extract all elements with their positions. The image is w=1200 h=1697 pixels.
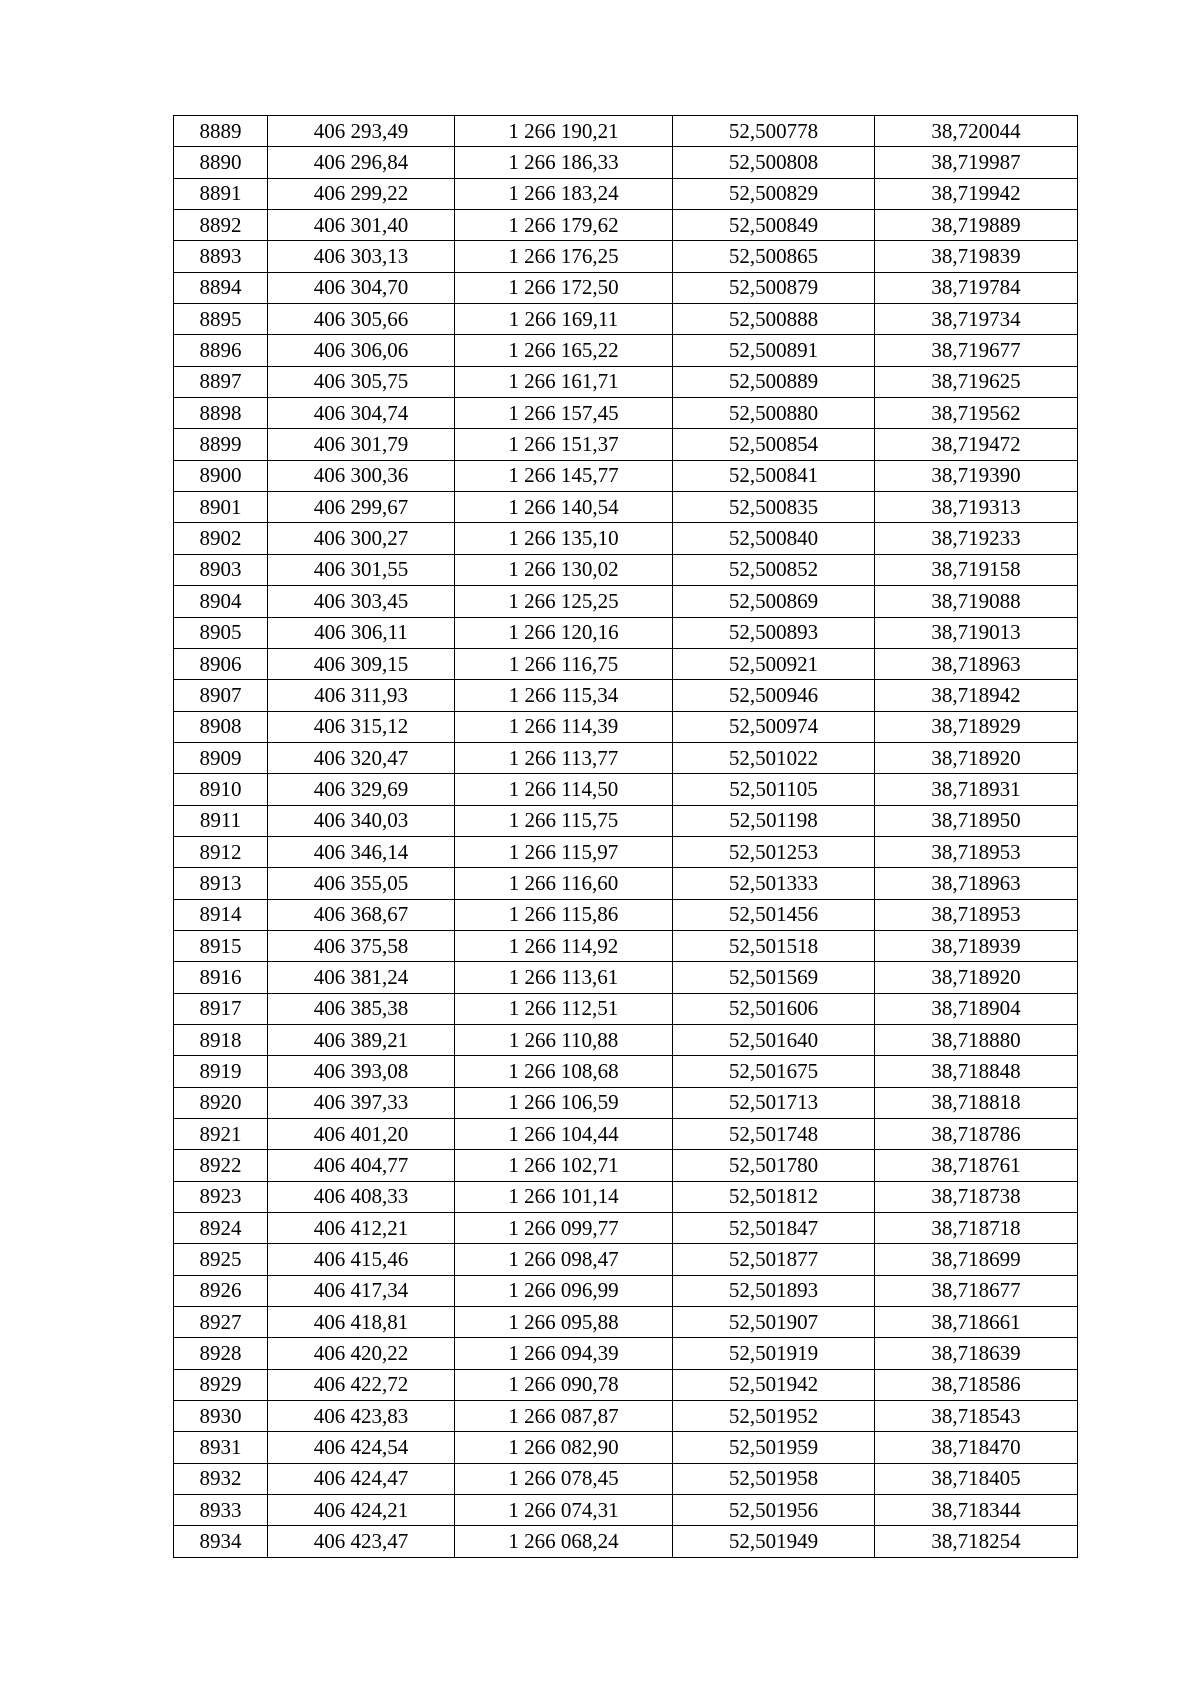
point-number-cell: 8934 — [174, 1526, 268, 1557]
x-coordinate-cell: 406 309,15 — [268, 648, 455, 679]
latitude-cell: 52,501949 — [673, 1526, 875, 1557]
longitude-cell: 38,719390 — [875, 460, 1078, 491]
longitude-cell: 38,718939 — [875, 930, 1078, 961]
latitude-cell: 52,500854 — [673, 429, 875, 460]
point-number-cell: 8915 — [174, 930, 268, 961]
x-coordinate-cell: 406 424,21 — [268, 1495, 455, 1526]
y-coordinate-cell: 1 266 099,77 — [455, 1213, 673, 1244]
x-coordinate-cell: 406 305,66 — [268, 304, 455, 335]
latitude-cell: 52,500974 — [673, 711, 875, 742]
point-number-cell: 8928 — [174, 1338, 268, 1369]
point-number-cell: 8929 — [174, 1369, 268, 1400]
table-row — [174, 1213, 1078, 1244]
point-number-cell: 8933 — [174, 1495, 268, 1526]
x-coordinate-cell: 406 355,05 — [268, 868, 455, 899]
y-coordinate-cell: 1 266 113,77 — [455, 742, 673, 773]
point-number-cell: 8918 — [174, 1024, 268, 1055]
x-coordinate-cell: 406 423,47 — [268, 1526, 455, 1557]
x-coordinate-cell: 406 393,08 — [268, 1056, 455, 1087]
y-coordinate-cell: 1 266 157,45 — [455, 398, 673, 429]
table-row — [174, 711, 1078, 742]
x-coordinate-cell: 406 375,58 — [268, 930, 455, 961]
longitude-cell: 38,719233 — [875, 523, 1078, 554]
y-coordinate-cell: 1 266 116,60 — [455, 868, 673, 899]
y-coordinate-cell: 1 266 114,92 — [455, 930, 673, 961]
x-coordinate-cell: 406 422,72 — [268, 1369, 455, 1400]
table-row — [174, 1024, 1078, 1055]
longitude-cell: 38,718920 — [875, 962, 1078, 993]
point-number-cell: 8908 — [174, 711, 268, 742]
table-row — [174, 272, 1078, 303]
longitude-cell: 38,719625 — [875, 366, 1078, 397]
x-coordinate-cell: 406 329,69 — [268, 774, 455, 805]
point-number-cell: 8909 — [174, 742, 268, 773]
table-row — [174, 899, 1078, 930]
point-number-cell: 8907 — [174, 680, 268, 711]
point-number-cell: 8911 — [174, 805, 268, 836]
point-number-cell: 8924 — [174, 1213, 268, 1244]
longitude-cell: 38,718254 — [875, 1526, 1078, 1557]
x-coordinate-cell: 406 340,03 — [268, 805, 455, 836]
table-row — [174, 993, 1078, 1024]
longitude-cell: 38,718344 — [875, 1495, 1078, 1526]
latitude-cell: 52,501606 — [673, 993, 875, 1024]
point-number-cell: 8920 — [174, 1087, 268, 1118]
y-coordinate-cell: 1 266 068,24 — [455, 1526, 673, 1557]
y-coordinate-cell: 1 266 114,39 — [455, 711, 673, 742]
longitude-cell: 38,718405 — [875, 1463, 1078, 1494]
y-coordinate-cell: 1 266 102,71 — [455, 1150, 673, 1181]
table-row — [174, 742, 1078, 773]
x-coordinate-cell: 406 417,34 — [268, 1275, 455, 1306]
longitude-cell: 38,719987 — [875, 147, 1078, 178]
x-coordinate-cell: 406 306,11 — [268, 617, 455, 648]
x-coordinate-cell: 406 299,22 — [268, 178, 455, 209]
latitude-cell: 52,501919 — [673, 1338, 875, 1369]
x-coordinate-cell: 406 299,67 — [268, 492, 455, 523]
x-coordinate-cell: 406 301,79 — [268, 429, 455, 460]
longitude-cell: 38,719158 — [875, 554, 1078, 585]
x-coordinate-cell: 406 404,77 — [268, 1150, 455, 1181]
latitude-cell: 52,501022 — [673, 742, 875, 773]
longitude-cell: 38,718929 — [875, 711, 1078, 742]
y-coordinate-cell: 1 266 115,97 — [455, 836, 673, 867]
y-coordinate-cell: 1 266 169,11 — [455, 304, 673, 335]
point-number-cell: 8902 — [174, 523, 268, 554]
latitude-cell: 52,500840 — [673, 523, 875, 554]
table-row — [174, 586, 1078, 617]
x-coordinate-cell: 406 420,22 — [268, 1338, 455, 1369]
table-row — [174, 304, 1078, 335]
x-coordinate-cell: 406 423,83 — [268, 1401, 455, 1432]
latitude-cell: 52,501907 — [673, 1307, 875, 1338]
point-number-cell: 8919 — [174, 1056, 268, 1087]
y-coordinate-cell: 1 266 176,25 — [455, 241, 673, 272]
longitude-cell: 38,718953 — [875, 836, 1078, 867]
latitude-cell: 52,500888 — [673, 304, 875, 335]
y-coordinate-cell: 1 266 114,50 — [455, 774, 673, 805]
longitude-cell: 38,718880 — [875, 1024, 1078, 1055]
y-coordinate-cell: 1 266 190,21 — [455, 116, 673, 147]
longitude-cell: 38,718818 — [875, 1087, 1078, 1118]
table-row — [174, 178, 1078, 209]
x-coordinate-cell: 406 304,74 — [268, 398, 455, 429]
point-number-cell: 8917 — [174, 993, 268, 1024]
latitude-cell: 52,501640 — [673, 1024, 875, 1055]
y-coordinate-cell: 1 266 095,88 — [455, 1307, 673, 1338]
point-number-cell: 8912 — [174, 836, 268, 867]
table-row — [174, 1432, 1078, 1463]
table-row — [174, 1244, 1078, 1275]
y-coordinate-cell: 1 266 096,99 — [455, 1275, 673, 1306]
point-number-cell: 8895 — [174, 304, 268, 335]
latitude-cell: 52,501952 — [673, 1401, 875, 1432]
latitude-cell: 52,500778 — [673, 116, 875, 147]
x-coordinate-cell: 406 300,36 — [268, 460, 455, 491]
latitude-cell: 52,501333 — [673, 868, 875, 899]
longitude-cell: 38,718904 — [875, 993, 1078, 1024]
y-coordinate-cell: 1 266 078,45 — [455, 1463, 673, 1494]
latitude-cell: 52,500921 — [673, 648, 875, 679]
y-coordinate-cell: 1 266 172,50 — [455, 272, 673, 303]
latitude-cell: 52,501748 — [673, 1119, 875, 1150]
longitude-cell: 38,718963 — [875, 868, 1078, 899]
table-row — [174, 1275, 1078, 1306]
longitude-cell: 38,718942 — [875, 680, 1078, 711]
longitude-cell: 38,718963 — [875, 648, 1078, 679]
y-coordinate-cell: 1 266 151,37 — [455, 429, 673, 460]
x-coordinate-cell: 406 304,70 — [268, 272, 455, 303]
table-row — [174, 1495, 1078, 1526]
longitude-cell: 38,718920 — [875, 742, 1078, 773]
x-coordinate-cell: 406 306,06 — [268, 335, 455, 366]
x-coordinate-cell: 406 311,93 — [268, 680, 455, 711]
latitude-cell: 52,501105 — [673, 774, 875, 805]
point-number-cell: 8921 — [174, 1119, 268, 1150]
table-row — [174, 523, 1078, 554]
table-row — [174, 1338, 1078, 1369]
table-row — [174, 680, 1078, 711]
x-coordinate-cell: 406 346,14 — [268, 836, 455, 867]
y-coordinate-cell: 1 266 108,68 — [455, 1056, 673, 1087]
table-row — [174, 1150, 1078, 1181]
latitude-cell: 52,500865 — [673, 241, 875, 272]
longitude-cell: 38,719942 — [875, 178, 1078, 209]
table-row — [174, 1119, 1078, 1150]
table-row — [174, 1056, 1078, 1087]
table-row — [174, 1307, 1078, 1338]
table-row — [174, 1463, 1078, 1494]
point-number-cell: 8896 — [174, 335, 268, 366]
latitude-cell: 52,501942 — [673, 1369, 875, 1400]
point-number-cell: 8905 — [174, 617, 268, 648]
point-number-cell: 8916 — [174, 962, 268, 993]
y-coordinate-cell: 1 266 179,62 — [455, 210, 673, 241]
y-coordinate-cell: 1 266 104,44 — [455, 1119, 673, 1150]
longitude-cell: 38,718543 — [875, 1401, 1078, 1432]
x-coordinate-cell: 406 424,54 — [268, 1432, 455, 1463]
y-coordinate-cell: 1 266 135,10 — [455, 523, 673, 554]
latitude-cell: 52,501198 — [673, 805, 875, 836]
y-coordinate-cell: 1 266 140,54 — [455, 492, 673, 523]
table-row — [174, 617, 1078, 648]
latitude-cell: 52,500880 — [673, 398, 875, 429]
table-row — [174, 1087, 1078, 1118]
y-coordinate-cell: 1 266 082,90 — [455, 1432, 673, 1463]
x-coordinate-cell: 406 381,24 — [268, 962, 455, 993]
longitude-cell: 38,719734 — [875, 304, 1078, 335]
table-row — [174, 1526, 1078, 1557]
longitude-cell: 38,718470 — [875, 1432, 1078, 1463]
coordinates-table — [173, 115, 1078, 1558]
point-number-cell: 8889 — [174, 116, 268, 147]
point-number-cell: 8898 — [174, 398, 268, 429]
y-coordinate-cell: 1 266 106,59 — [455, 1087, 673, 1118]
point-number-cell: 8906 — [174, 648, 268, 679]
point-number-cell: 8900 — [174, 460, 268, 491]
point-number-cell: 8922 — [174, 1150, 268, 1181]
longitude-cell: 38,718586 — [875, 1369, 1078, 1400]
point-number-cell: 8925 — [174, 1244, 268, 1275]
y-coordinate-cell: 1 266 112,51 — [455, 993, 673, 1024]
longitude-cell: 38,718738 — [875, 1181, 1078, 1212]
latitude-cell: 52,500841 — [673, 460, 875, 491]
latitude-cell: 52,501893 — [673, 1275, 875, 1306]
table-row — [174, 210, 1078, 241]
point-number-cell: 8903 — [174, 554, 268, 585]
table-row — [174, 492, 1078, 523]
x-coordinate-cell: 406 418,81 — [268, 1307, 455, 1338]
point-number-cell: 8927 — [174, 1307, 268, 1338]
y-coordinate-cell: 1 266 115,86 — [455, 899, 673, 930]
point-number-cell: 8923 — [174, 1181, 268, 1212]
table-row — [174, 429, 1078, 460]
table-row — [174, 930, 1078, 961]
longitude-cell: 38,718661 — [875, 1307, 1078, 1338]
table-row — [174, 1369, 1078, 1400]
longitude-cell: 38,719677 — [875, 335, 1078, 366]
longitude-cell: 38,718718 — [875, 1213, 1078, 1244]
x-coordinate-cell: 406 401,20 — [268, 1119, 455, 1150]
x-coordinate-cell: 406 315,12 — [268, 711, 455, 742]
longitude-cell: 38,718848 — [875, 1056, 1078, 1087]
table-row — [174, 241, 1078, 272]
point-number-cell: 8893 — [174, 241, 268, 272]
x-coordinate-cell: 406 397,33 — [268, 1087, 455, 1118]
point-number-cell: 8891 — [174, 178, 268, 209]
y-coordinate-cell: 1 266 130,02 — [455, 554, 673, 585]
point-number-cell: 8914 — [174, 899, 268, 930]
table-row — [174, 335, 1078, 366]
latitude-cell: 52,500852 — [673, 554, 875, 585]
y-coordinate-cell: 1 266 125,25 — [455, 586, 673, 617]
y-coordinate-cell: 1 266 090,78 — [455, 1369, 673, 1400]
y-coordinate-cell: 1 266 110,88 — [455, 1024, 673, 1055]
x-coordinate-cell: 406 303,45 — [268, 586, 455, 617]
latitude-cell: 52,501877 — [673, 1244, 875, 1275]
table-row — [174, 805, 1078, 836]
point-number-cell: 8910 — [174, 774, 268, 805]
point-number-cell: 8931 — [174, 1432, 268, 1463]
x-coordinate-cell: 406 300,27 — [268, 523, 455, 554]
table-row — [174, 460, 1078, 491]
x-coordinate-cell: 406 368,67 — [268, 899, 455, 930]
table-row — [174, 554, 1078, 585]
table-row — [174, 836, 1078, 867]
y-coordinate-cell: 1 266 183,24 — [455, 178, 673, 209]
table-row — [174, 1401, 1078, 1432]
table-row — [174, 116, 1078, 147]
x-coordinate-cell: 406 305,75 — [268, 366, 455, 397]
latitude-cell: 52,501956 — [673, 1495, 875, 1526]
table-row — [174, 147, 1078, 178]
latitude-cell: 52,501780 — [673, 1150, 875, 1181]
latitude-cell: 52,500869 — [673, 586, 875, 617]
longitude-cell: 38,719013 — [875, 617, 1078, 648]
y-coordinate-cell: 1 266 161,71 — [455, 366, 673, 397]
point-number-cell: 8932 — [174, 1463, 268, 1494]
longitude-cell: 38,719088 — [875, 586, 1078, 617]
longitude-cell: 38,718786 — [875, 1119, 1078, 1150]
longitude-cell: 38,719889 — [875, 210, 1078, 241]
latitude-cell: 52,501959 — [673, 1432, 875, 1463]
point-number-cell: 8913 — [174, 868, 268, 899]
point-number-cell: 8897 — [174, 366, 268, 397]
x-coordinate-cell: 406 385,38 — [268, 993, 455, 1024]
table-row — [174, 868, 1078, 899]
y-coordinate-cell: 1 266 101,14 — [455, 1181, 673, 1212]
latitude-cell: 52,500879 — [673, 272, 875, 303]
latitude-cell: 52,501518 — [673, 930, 875, 961]
latitude-cell: 52,501812 — [673, 1181, 875, 1212]
y-coordinate-cell: 1 266 094,39 — [455, 1338, 673, 1369]
y-coordinate-cell: 1 266 113,61 — [455, 962, 673, 993]
longitude-cell: 38,718699 — [875, 1244, 1078, 1275]
table-row — [174, 366, 1078, 397]
latitude-cell: 52,500849 — [673, 210, 875, 241]
longitude-cell: 38,719562 — [875, 398, 1078, 429]
point-number-cell: 8899 — [174, 429, 268, 460]
x-coordinate-cell: 406 412,21 — [268, 1213, 455, 1244]
latitude-cell: 52,501847 — [673, 1213, 875, 1244]
latitude-cell: 52,500808 — [673, 147, 875, 178]
y-coordinate-cell: 1 266 145,77 — [455, 460, 673, 491]
point-number-cell: 8890 — [174, 147, 268, 178]
x-coordinate-cell: 406 389,21 — [268, 1024, 455, 1055]
y-coordinate-cell: 1 266 087,87 — [455, 1401, 673, 1432]
y-coordinate-cell: 1 266 115,34 — [455, 680, 673, 711]
longitude-cell: 38,719839 — [875, 241, 1078, 272]
x-coordinate-cell: 406 303,13 — [268, 241, 455, 272]
point-number-cell: 8894 — [174, 272, 268, 303]
latitude-cell: 52,500891 — [673, 335, 875, 366]
longitude-cell: 38,720044 — [875, 116, 1078, 147]
x-coordinate-cell: 406 408,33 — [268, 1181, 455, 1212]
point-number-cell: 8901 — [174, 492, 268, 523]
longitude-cell: 38,718677 — [875, 1275, 1078, 1306]
coordinates-table-body — [174, 116, 1078, 1558]
longitude-cell: 38,718639 — [875, 1338, 1078, 1369]
y-coordinate-cell: 1 266 098,47 — [455, 1244, 673, 1275]
table-row — [174, 648, 1078, 679]
longitude-cell: 38,718953 — [875, 899, 1078, 930]
table-row — [174, 1181, 1078, 1212]
point-number-cell: 8930 — [174, 1401, 268, 1432]
latitude-cell: 52,501253 — [673, 836, 875, 867]
table-row — [174, 962, 1078, 993]
latitude-cell: 52,501713 — [673, 1087, 875, 1118]
y-coordinate-cell: 1 266 186,33 — [455, 147, 673, 178]
x-coordinate-cell: 406 296,84 — [268, 147, 455, 178]
y-coordinate-cell: 1 266 074,31 — [455, 1495, 673, 1526]
latitude-cell: 52,501569 — [673, 962, 875, 993]
y-coordinate-cell: 1 266 165,22 — [455, 335, 673, 366]
table-row — [174, 774, 1078, 805]
x-coordinate-cell: 406 301,55 — [268, 554, 455, 585]
y-coordinate-cell: 1 266 120,16 — [455, 617, 673, 648]
longitude-cell: 38,719313 — [875, 492, 1078, 523]
point-number-cell: 8926 — [174, 1275, 268, 1306]
x-coordinate-cell: 406 424,47 — [268, 1463, 455, 1494]
latitude-cell: 52,500835 — [673, 492, 875, 523]
y-coordinate-cell: 1 266 115,75 — [455, 805, 673, 836]
longitude-cell: 38,718761 — [875, 1150, 1078, 1181]
latitude-cell: 52,501456 — [673, 899, 875, 930]
point-number-cell: 8904 — [174, 586, 268, 617]
longitude-cell: 38,718931 — [875, 774, 1078, 805]
latitude-cell: 52,501958 — [673, 1463, 875, 1494]
point-number-cell: 8892 — [174, 210, 268, 241]
latitude-cell: 52,500946 — [673, 680, 875, 711]
longitude-cell: 38,718950 — [875, 805, 1078, 836]
longitude-cell: 38,719472 — [875, 429, 1078, 460]
latitude-cell: 52,500829 — [673, 178, 875, 209]
x-coordinate-cell: 406 320,47 — [268, 742, 455, 773]
x-coordinate-cell: 406 293,49 — [268, 116, 455, 147]
x-coordinate-cell: 406 415,46 — [268, 1244, 455, 1275]
latitude-cell: 52,501675 — [673, 1056, 875, 1087]
latitude-cell: 52,500893 — [673, 617, 875, 648]
y-coordinate-cell: 1 266 116,75 — [455, 648, 673, 679]
latitude-cell: 52,500889 — [673, 366, 875, 397]
longitude-cell: 38,719784 — [875, 272, 1078, 303]
x-coordinate-cell: 406 301,40 — [268, 210, 455, 241]
table-row — [174, 398, 1078, 429]
